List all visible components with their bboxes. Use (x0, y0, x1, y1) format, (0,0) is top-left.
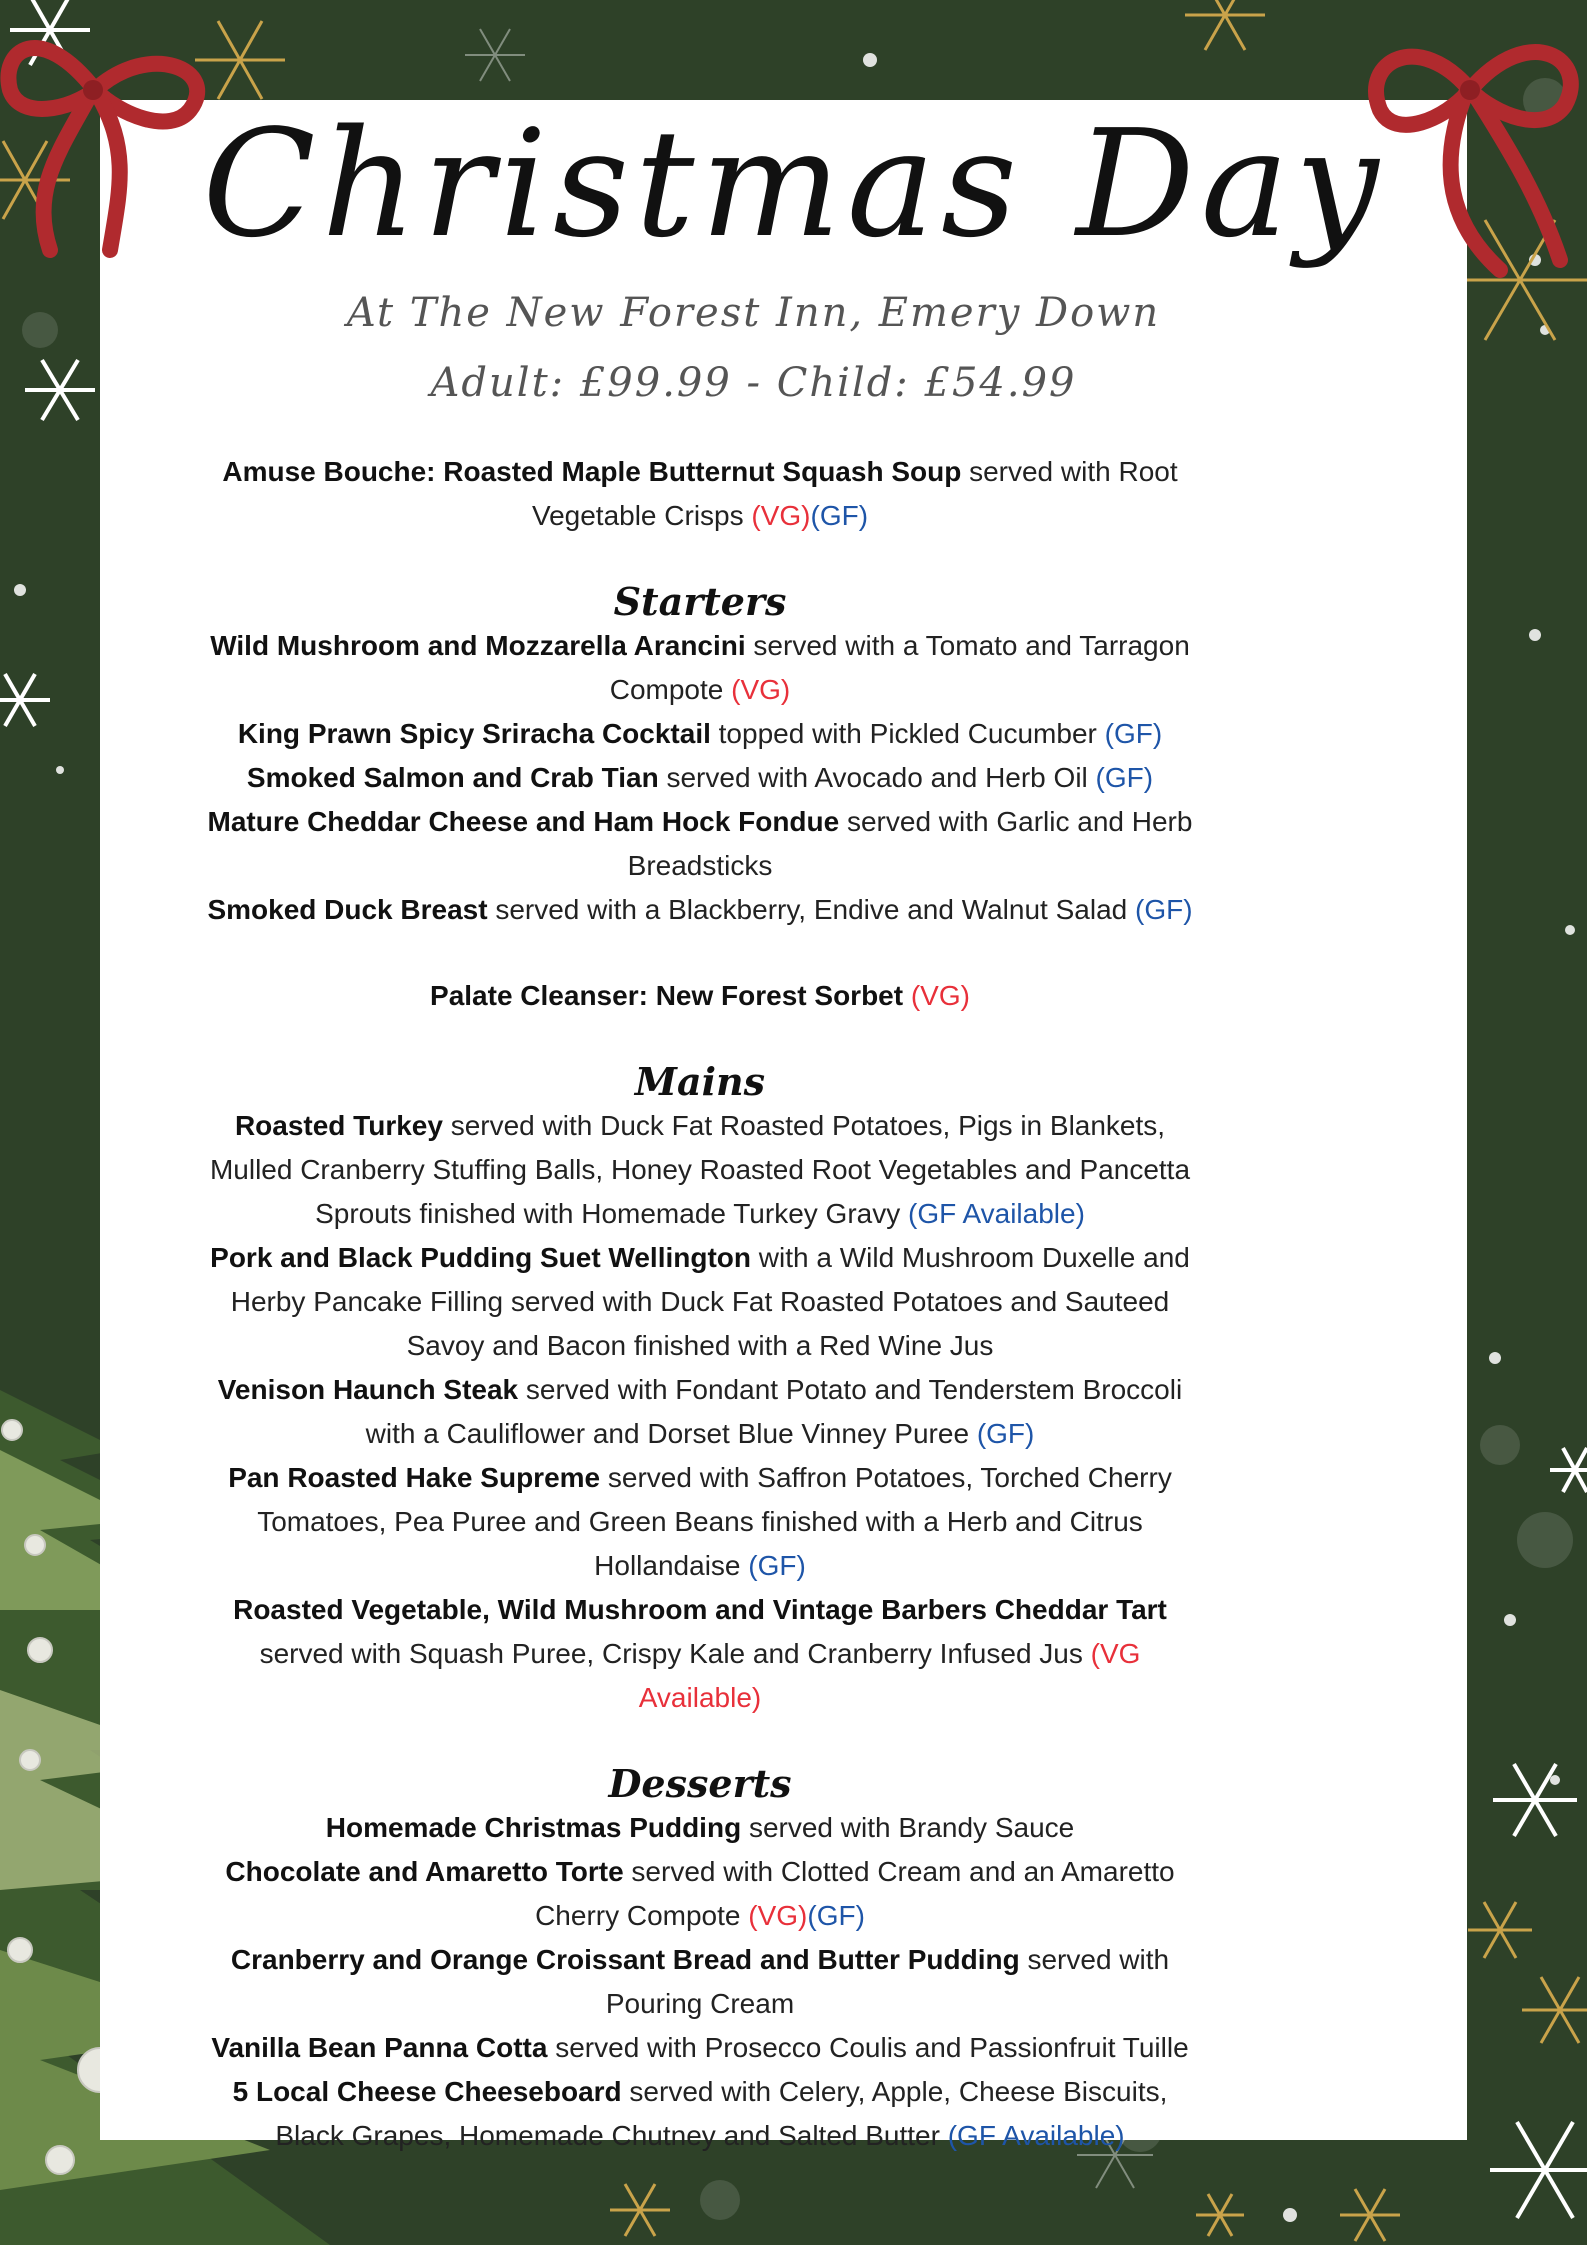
amuse-bouche: Amuse Bouche: Roasted Maple Butternut Squash Soup served with Root Vegetable Crisps (VG)(GF) (222, 456, 1178, 531)
venue-subtitle: At The New Forest Inn, Emery Down (346, 290, 1161, 336)
section-heading-desserts: Desserts (608, 1761, 792, 1806)
menu-item: Cranberry and Orange Croissant Bread and Butter Pudding served with Pouring Cream (230, 1944, 1170, 2019)
page-title: Christmas Day (202, 98, 1385, 270)
menu-item: Roasted Vegetable, Wild Mushroom and Vintage Barbers Cheddar Tart served with Squash Puree, Crispy Kale and Cranberry Infused Jus (VG Available) (233, 1594, 1167, 1713)
menu-item: Vanilla Bean Panna Cotta served with Prosecco Coulis and Passionfruit Tuille (211, 2032, 1189, 2063)
menu-content (205, 450, 1195, 2158)
section-heading-mains: Mains (634, 1059, 766, 1104)
menu-item: Roasted Turkey served with Duck Fat Roasted Potatoes, Pigs in Blankets, Mulled Cranberry Stuffing Balls, Honey Roasted Root Vegetables and Pancetta Sprouts finished with Homemade Turkey Gravy (GF Available) (209, 1110, 1191, 1229)
menu-item: King Prawn Spicy Sriracha Cocktail topped with Pickled Cucumber (GF) (237, 718, 1163, 749)
menu-item: Smoked Salmon and Crab Tian served with Avocado and Herb Oil (GF) (246, 762, 1154, 793)
menu-item: Wild Mushroom and Mozzarella Arancini served with a Tomato and Tarragon Compote (VG) (210, 630, 1190, 705)
menu-item: 5 Local Cheese Cheeseboard served with Celery, Apple, Cheese Biscuits, Black Grapes, Homemade Chutney and Salted Butter (GF Available) (232, 2076, 1168, 2151)
section-heading-starters: Starters (613, 579, 787, 624)
menu-item: Homemade Christmas Pudding served with Brandy Sauce (325, 1812, 1075, 1843)
menu-item: Chocolate and Amaretto Torte served with Clotted Cream and an Amaretto Cherry Compote (VG)(GF) (225, 1856, 1175, 1931)
menu-item: Smoked Duck Breast served with a Blackberry, Endive and Walnut Salad (GF) (207, 894, 1193, 925)
menu-item: Pan Roasted Hake Supreme served with Saffron Potatoes, Torched Cherry Tomatoes, Pea Puree and Green Beans finished with a Herb and Citrus Hollandaise (GF) (228, 1462, 1172, 1581)
menu-item: Mature Cheddar Cheese and Ham Hock Fondue served with Garlic and Herb Breadsticks (207, 806, 1193, 881)
menu-item: Pork and Black Pudding Suet Wellington with a Wild Mushroom Duxelle and Herby Pancake Filling served with Duck Fat Roasted Potatoes and Sauteed Savoy and Bacon finished with a Red Wine Jus (210, 1242, 1190, 1361)
menu-item: Venison Haunch Steak served with Fondant Potato and Tenderstem Broccoli with a Cauliflower and Dorset Blue Vinney Puree (GF) (217, 1374, 1183, 1449)
palate-cleanser: Palate Cleanser: New Forest Sorbet (VG) (430, 980, 970, 1011)
price-line: Adult: £99.99 - Child: £54.99 (430, 360, 1077, 406)
